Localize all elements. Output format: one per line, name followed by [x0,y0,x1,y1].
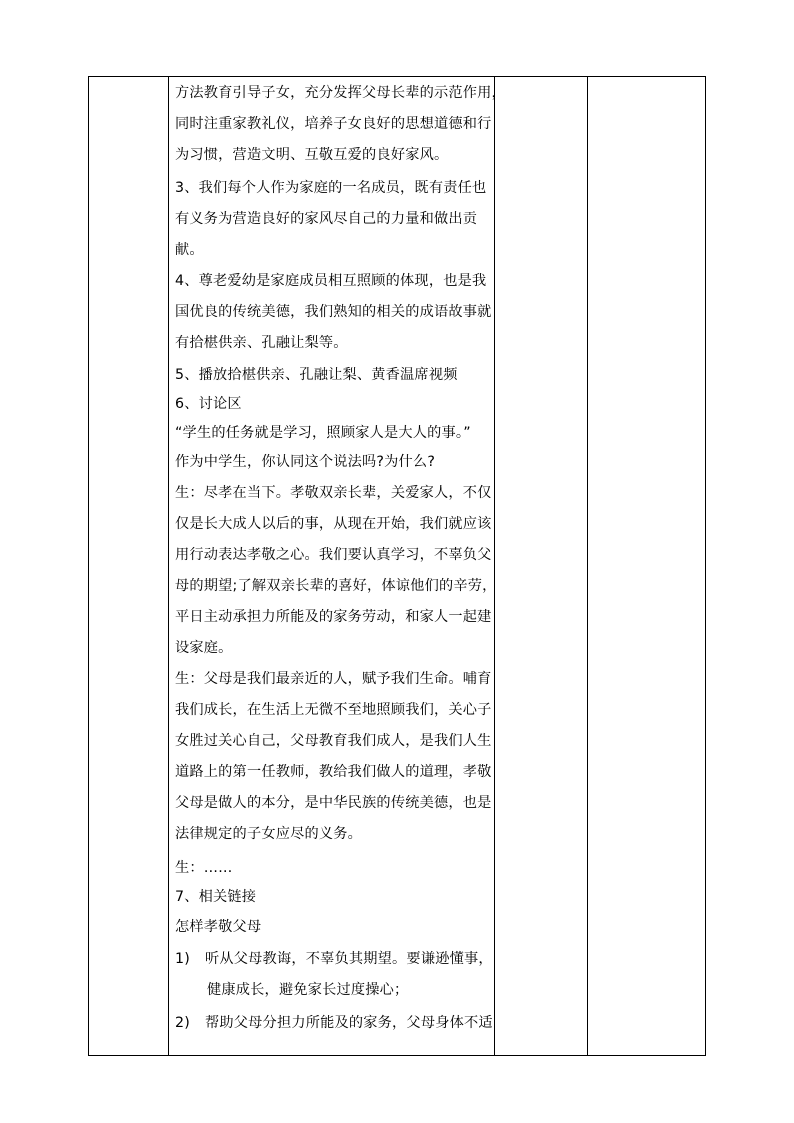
text-line: 母的期望;了解双亲长辈的喜好，体谅他们的辛劳， [175,578,497,594]
text-line: 生：父母是我们最亲近的人，赋予我们生命。哺育 [175,671,492,687]
text-line: 国优良的传统美德，我们熟知的相关的成语故事就 [175,304,492,320]
text-line: “学生的任务就是学习，照顾家人是大人的事。” [175,425,471,441]
text-line: 用行动表达孝敬之心。我们要认真学习，不辜负父 [175,547,492,563]
text-line: 为习惯，营造文明、互敬互爱的良好家风。 [175,147,449,163]
table-column-divider-1 [168,77,169,1055]
text-line: 怎样孝敬父母 [175,919,262,935]
list-item [175,950,493,968]
list-item [175,1014,493,1032]
text-line: 设家庭。 [175,640,233,656]
list-item-text: 听从父母教诲，不辜负其期望。要谦逊懂事， [205,951,493,967]
text-line: 生：尽孝在当下。孝敬双亲长辈，关爱家人，不仅 [175,485,492,501]
text-line: 道路上的第一任教师，教给我们做人的道理，孝敬 [175,764,492,780]
table-column-divider-2 [494,77,495,1055]
text-line: 献。 [175,242,204,258]
table-column-divider-3 [587,77,588,1055]
text-line: 生：…… [175,860,233,876]
text-line: 仅是长大成人以后的事，从现在开始，我们就应该 [175,516,492,532]
text-line: 5、播放拾椹供亲、孔融让梨、黄香温席视频 [175,367,458,383]
text-line: 7、相关链接 [175,889,257,905]
text-line: 方法教育引导子女，充分发挥父母长辈的示范作用， [175,85,506,101]
text-line: 有拾椹供亲、孔融让梨等。 [175,335,348,351]
list-marker: 2) [175,1015,190,1031]
text-line: 平日主动承担力所能及的家务劳动，和家人一起建 [175,609,492,625]
text-line: 女胜过关心自己，父母教育我们成人，是我们人生 [175,733,492,749]
text-line: 3、我们每个人作为家庭的一名成员，既有责任也 [175,180,487,196]
text-line: 父母是做人的本分，是中华民族的传统美德，也是 [175,795,492,811]
lesson-table [88,76,706,1056]
text-line: 同时注重家教礼仪，培养子女良好的思想道德和行 [175,116,492,132]
list-marker: 1) [175,951,190,967]
text-line: 4、尊老爱幼是家庭成员相互照顾的体现，也是我 [175,273,487,289]
list-item-text: 帮助父母分担力所能及的家务，父母身体不适 [205,1015,493,1031]
list-item-continuation: 健康成长，避免家长过度操心； [207,982,409,998]
text-line: 有义务为营造良好的家风尽自己的力量和做出贡 [175,211,478,227]
text-line: 法律规定的子女应尽的义务。 [175,826,363,842]
text-line: 6、讨论区 [175,396,242,412]
text-line: 我们成长，在生活上无微不至地照顾我们，关心子 [175,702,492,718]
text-line: 作为中学生，你认同这个说法吗?为什么? [175,454,436,470]
